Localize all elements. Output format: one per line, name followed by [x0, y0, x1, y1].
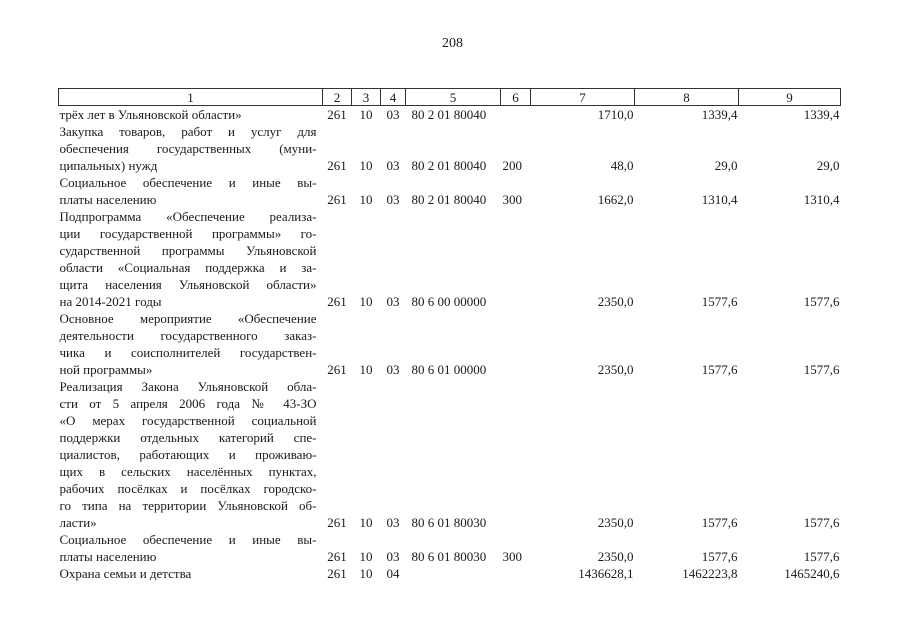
amount-col9: 1577,6	[803, 362, 840, 377]
subsection-code: 03	[386, 192, 400, 207]
subsection-code: 03	[386, 107, 400, 122]
subsection-code: 04	[386, 566, 400, 581]
section-code: 10	[359, 362, 373, 377]
table-row	[59, 310, 841, 378]
amount-col8: 1339,4	[701, 107, 738, 122]
description-line: области «Социальная поддержка и за-	[59, 260, 317, 275]
amount-col9: 1465240,6	[784, 566, 840, 581]
expense-type-code	[501, 208, 531, 310]
row-description	[59, 565, 323, 582]
description-line: платы населению	[59, 192, 157, 207]
column-header-2: 2	[323, 89, 352, 106]
description-line: Социальное обеспечение и иные вы-	[59, 175, 317, 190]
ministry-code: 261	[327, 192, 347, 207]
ministry-code: 261	[327, 294, 347, 309]
column-header-7: 7	[531, 89, 635, 106]
description-line: Основное мероприятие «Обеспечение	[59, 311, 317, 326]
description-line: щих в сельских населённых пунктах,	[59, 464, 317, 479]
section-code: 10	[359, 515, 373, 530]
amount-col7: 1662,0	[597, 192, 634, 207]
amount-col7: 1710,0	[597, 107, 634, 122]
column-header-5: 5	[406, 89, 501, 106]
expense-type-code: 300	[502, 549, 522, 564]
section-code: 10	[359, 566, 373, 581]
subsection-code: 03	[386, 515, 400, 530]
amount-col9: 29,0	[816, 158, 840, 173]
expense-type-code	[501, 378, 531, 531]
table-row	[59, 378, 841, 531]
amount-col7: 2350,0	[597, 549, 634, 564]
expense-type-code: 300	[502, 192, 522, 207]
subsection-code: 03	[386, 158, 400, 173]
subsection-code: 03	[386, 294, 400, 309]
description-line: Охрана семьи и детства	[59, 566, 192, 581]
description-line: Реализация Закона Ульяновской обла-	[59, 379, 317, 394]
table-row	[59, 565, 841, 582]
amount-col7: 48,0	[610, 158, 634, 173]
table-row	[59, 208, 841, 310]
target-article-code: 80 6 01 00000	[411, 362, 487, 377]
ministry-code: 261	[327, 158, 347, 173]
description-line: трёх лет в Ульяновской области»	[59, 107, 242, 122]
description-line: Закупка товаров, работ и услуг для	[59, 124, 317, 139]
amount-col9: 1577,6	[803, 294, 840, 309]
amount-col7: 2350,0	[597, 362, 634, 377]
table-row	[59, 531, 841, 565]
row-description	[59, 174, 323, 208]
target-article-code	[406, 565, 501, 582]
target-article-code: 80 2 01 80040	[411, 158, 487, 173]
description-line: обеспечения государственных (муни-	[59, 141, 317, 156]
ministry-code: 261	[327, 549, 347, 564]
description-line: Подпрограмма «Обеспечение реализа-	[59, 209, 317, 224]
description-line: поддержки отдельных категорий спе-	[59, 430, 317, 445]
amount-col8: 1577,6	[701, 549, 738, 564]
description-line: Социальное обеспечение и иные вы-	[59, 532, 317, 547]
target-article-code: 80 6 01 80030	[411, 549, 487, 564]
description-line: го типа на территории Ульяновской об-	[59, 498, 317, 513]
description-line: сти от 5 апреля 2006 года № 43-ЗО	[59, 396, 317, 411]
description-line: платы населению	[59, 549, 157, 564]
ministry-code: 261	[327, 107, 347, 122]
amount-col9: 1577,6	[803, 549, 840, 564]
target-article-code: 80 6 01 80030	[411, 515, 487, 530]
amount-col8: 1577,6	[701, 515, 738, 530]
section-code: 10	[359, 549, 373, 564]
description-line: ципальных) нужд	[59, 158, 158, 173]
amount-col9: 1577,6	[803, 515, 840, 530]
expense-type-code: 200	[502, 158, 522, 173]
amount-col8: 1577,6	[701, 294, 738, 309]
amount-col7: 2350,0	[597, 294, 634, 309]
amount-col9: 1339,4	[803, 107, 840, 122]
subsection-code: 03	[386, 362, 400, 377]
row-description	[59, 310, 323, 378]
expense-type-code	[501, 310, 531, 378]
section-code: 10	[359, 192, 373, 207]
description-line: щита населения Ульяновской области»	[59, 277, 317, 292]
column-header-8: 8	[635, 89, 739, 106]
ministry-code: 261	[327, 515, 347, 530]
row-description	[59, 208, 323, 310]
amount-col8: 1462223,8	[682, 566, 738, 581]
amount-col8: 1310,4	[701, 192, 738, 207]
row-description	[59, 531, 323, 565]
description-line: циалистов, работающих и проживаю-	[59, 447, 317, 462]
table-header	[59, 89, 841, 106]
amount-col7: 1436628,1	[578, 566, 634, 581]
amount-col8: 29,0	[714, 158, 738, 173]
description-line: деятельности государственного заказ-	[59, 328, 317, 343]
expense-type-code	[501, 565, 531, 582]
description-line: ной программы»	[59, 362, 153, 377]
amount-col7: 2350,0	[597, 515, 634, 530]
description-line: ции государственной программы» го-	[59, 226, 317, 241]
subsection-code: 03	[386, 549, 400, 564]
target-article-code: 80 2 01 80040	[411, 192, 487, 207]
description-line: чика и соисполнителей государствен-	[59, 345, 317, 360]
row-description	[59, 123, 323, 174]
description-line: на 2014-2021 годы	[59, 294, 162, 309]
table-row	[59, 123, 841, 174]
row-description	[59, 106, 323, 124]
table-row	[59, 106, 841, 124]
ministry-code: 261	[327, 362, 347, 377]
description-line: «О мерах государственной социальной	[59, 413, 317, 428]
description-line: ласти»	[59, 515, 97, 530]
column-header-6: 6	[501, 89, 531, 106]
target-article-code: 80 6 00 00000	[411, 294, 487, 309]
table-row	[59, 174, 841, 208]
column-header-4: 4	[381, 89, 406, 106]
expense-type-code	[501, 106, 531, 124]
column-header-9: 9	[739, 89, 841, 106]
budget-table	[58, 88, 841, 582]
section-code: 10	[359, 107, 373, 122]
section-code: 10	[359, 294, 373, 309]
amount-col9: 1310,4	[803, 192, 840, 207]
column-header-1: 1	[59, 89, 323, 106]
amount-col8: 1577,6	[701, 362, 738, 377]
row-description	[59, 378, 323, 531]
header-row	[59, 89, 841, 106]
ministry-code: 261	[327, 566, 347, 581]
target-article-code: 80 2 01 80040	[411, 107, 487, 122]
page-number: 208	[442, 36, 463, 51]
section-code: 10	[359, 158, 373, 173]
column-header-3: 3	[352, 89, 381, 106]
description-line: рабочих посёлках и посёлках городско-	[59, 481, 317, 496]
table-body	[59, 106, 841, 583]
description-line: сударственной программы Ульяновской	[59, 243, 317, 258]
